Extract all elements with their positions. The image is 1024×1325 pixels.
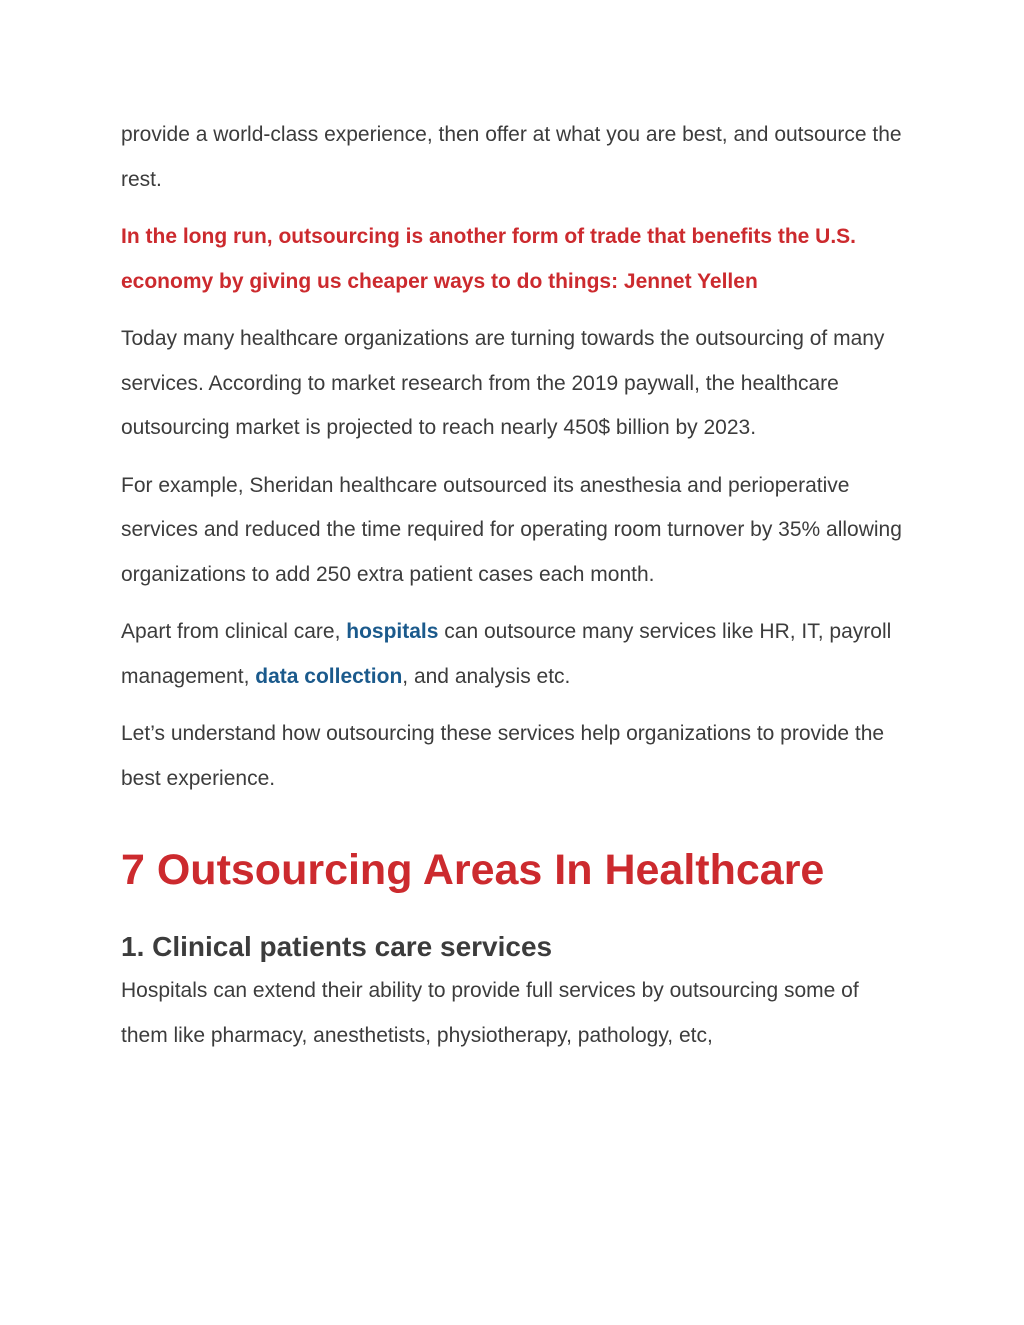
understand-paragraph: Let’s understand how outsourcing these services help organizations to provide the best experience. — [121, 722, 885, 790]
subsection-heading: 1. Clinical patients care services — [121, 931, 553, 962]
example-paragraph: For example, Sheridan healthcare outsourced its anesthesia and perioperative services and reduced the time required for operating room turnover by 35% allowing organizations to add 250 extra patient cases each month. — [121, 473, 902, 586]
section-heading: 7 Outsourcing Areas In Healthcare — [121, 846, 825, 894]
services-text-2: can outsource many services like HR, IT, payroll management, — [121, 620, 892, 688]
services-text-1: Apart from clinical care, — [121, 620, 347, 643]
document-page — [121, 113, 911, 1058]
data-collection-link[interactable]: data collection — [255, 664, 403, 688]
intro-paragraph: provide a world-class experience, then offer at what you are best, and outsource the rest. — [121, 123, 902, 191]
market-paragraph: Today many healthcare organizations are turning towards the outsourcing of many services. According to market research from the 2019 paywall, the healthcare outsourcing market is projected to reach nearly 450$ billion by 2023. — [121, 327, 885, 439]
clinical-paragraph: Hospitals can extend their ability to provide full services by outsourcing some of them like pharmacy, anesthetists, physiotherapy, pathology, etc, — [121, 979, 859, 1047]
services-paragraph — [121, 610, 911, 699]
services-text-3: , and analysis etc. — [402, 664, 571, 688]
pull-quote: In the long run, outsourcing is another form of trade that benefits the U.S. economy by giving us cheaper ways to do things: Jennet Yellen — [121, 225, 857, 293]
hospitals-link[interactable]: hospitals — [346, 620, 439, 643]
